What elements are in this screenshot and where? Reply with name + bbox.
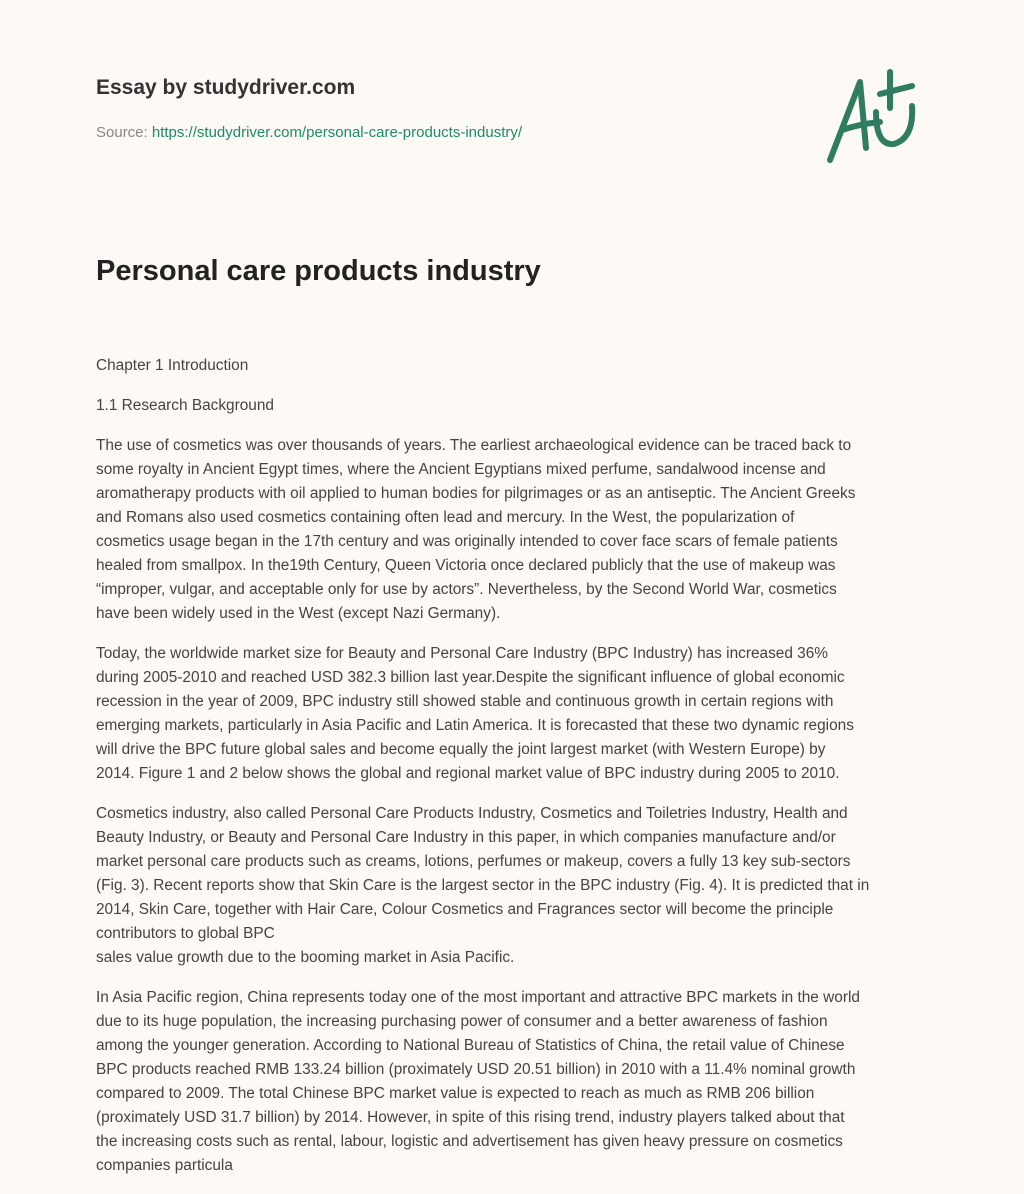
essay-content bbox=[96, 354, 956, 1194]
paragraph-line: BPC products reached RMB 133.24 billion (proximately USD 20.51 billion) in 2010 with a 11.4% nominal growth bbox=[96, 1061, 856, 1078]
paragraph-line: (Fig. 3). Recent reports show that Skin Care is the largest sector in the BPC industry (Fig. 4). It is predicted that in bbox=[96, 877, 870, 894]
paragraph-line: healed from smallpox. In the19th Century, Queen Victoria once declared publicly that the use of makeup was bbox=[96, 557, 836, 574]
a-plus-logo-icon bbox=[820, 68, 930, 168]
paragraph bbox=[96, 354, 956, 378]
paragraph-line: Today, the worldwide market size for Beauty and Personal Care Industry (BPC Industry) has increased 36% bbox=[96, 645, 828, 662]
paragraph-line: sales value growth due to the booming market in Asia Pacific. bbox=[96, 949, 515, 966]
paragraph-line: will drive the BPC future global sales and become equally the joint largest market (with Western Europe) by bbox=[96, 741, 826, 758]
paragraph-line: contributors to global BPC bbox=[96, 925, 275, 942]
paragraph bbox=[96, 394, 956, 418]
paragraph-line: emerging markets, particularly in Asia Pacific and Latin America. It is forecasted that these two dynamic regions bbox=[96, 717, 854, 734]
paragraph-line: 2014. Figure 1 and 2 below shows the global and regional market value of BPC industry during 2005 to 2010. bbox=[96, 765, 840, 782]
paragraph-line: among the younger generation. According to National Bureau of Statistics of China, the retail value of Chinese bbox=[96, 1037, 845, 1054]
paragraph-line: have been widely used in the West (except Nazi Germany). bbox=[96, 605, 501, 622]
page-title: Personal care products industry bbox=[96, 255, 541, 287]
paragraph-line: cosmetics usage began in the 17th century and was originally intended to cover face scars of female patients bbox=[96, 533, 838, 550]
paragraph bbox=[96, 642, 956, 786]
paragraph bbox=[96, 986, 956, 1178]
paragraph-line: due to its huge population, the increasing purchasing power of consumer and a better awareness of fashion bbox=[96, 1013, 828, 1030]
paragraph-line: and Romans also used cosmetics containing often lead and mercury. In the West, the popularization of bbox=[96, 509, 795, 526]
paragraph-line: Beauty Industry, or Beauty and Personal Care Industry in this paper, in which companies manufacture and/or bbox=[96, 829, 836, 846]
source-link[interactable]: https://studydriver.com/personal-care-products-industry/ bbox=[151, 124, 523, 141]
paragraph-line: 1.1 Research Background bbox=[96, 397, 274, 414]
paragraph bbox=[96, 802, 956, 970]
paragraph-line: during 2005-2010 and reached USD 382.3 billion last year.Despite the significant influence of global economic bbox=[96, 669, 845, 686]
paragraph-line: companies particula bbox=[96, 1157, 233, 1174]
paragraph-line: market personal care products such as creams, lotions, perfumes or makeup, covers a fully 13 key sub-sectors bbox=[96, 853, 851, 870]
paragraph-line: aromatherapy products with oil applied to human bodies for pilgrimages or as an antiseptic. The Ancient Greeks bbox=[96, 485, 856, 502]
paragraph-line: (proximately USD 31.7 billion) by 2014. However, in spite of this rising trend, industry players talked about that bbox=[96, 1109, 845, 1126]
paragraph-line: “improper, vulgar, and acceptable only for use by actors”. Nevertheless, by the Second World War, cosmetics bbox=[96, 581, 837, 598]
paragraph-line: Cosmetics industry, also called Personal Care Products Industry, Cosmetics and Toiletries Industry, Health and bbox=[96, 805, 848, 822]
paragraph-line: In Asia Pacific region, China represents today one of the most important and attractive BPC markets in the world bbox=[96, 989, 860, 1006]
paragraph-line: some royalty in Ancient Egypt times, where the Ancient Egyptians mixed perfume, sandalwood incense and bbox=[96, 461, 826, 478]
source-line bbox=[96, 124, 522, 141]
paragraph-line: 2014, Skin Care, together with Hair Care, Colour Cosmetics and Fragrances sector will become the principle bbox=[96, 901, 834, 918]
paragraph-line: recession in the year of 2009, BPC industry still showed stable and continuous growth in certain regions with bbox=[96, 693, 834, 710]
site-header-title: Essay by studydriver.com bbox=[96, 76, 356, 99]
paragraph-line: The use of cosmetics was over thousands of years. The earliest archaeological evidence can be traced back to bbox=[96, 437, 852, 454]
paragraph-line: compared to 2009. The total Chinese BPC market value is expected to reach as much as RMB 206 billion bbox=[96, 1085, 815, 1102]
paragraph-line: Chapter 1 Introduction bbox=[96, 357, 249, 374]
paragraph bbox=[96, 434, 956, 626]
source-label: Source: bbox=[96, 124, 152, 141]
paragraph-line: the increasing costs such as rental, labour, logistic and advertisement has given heavy pressure on cosmetics bbox=[96, 1133, 843, 1150]
